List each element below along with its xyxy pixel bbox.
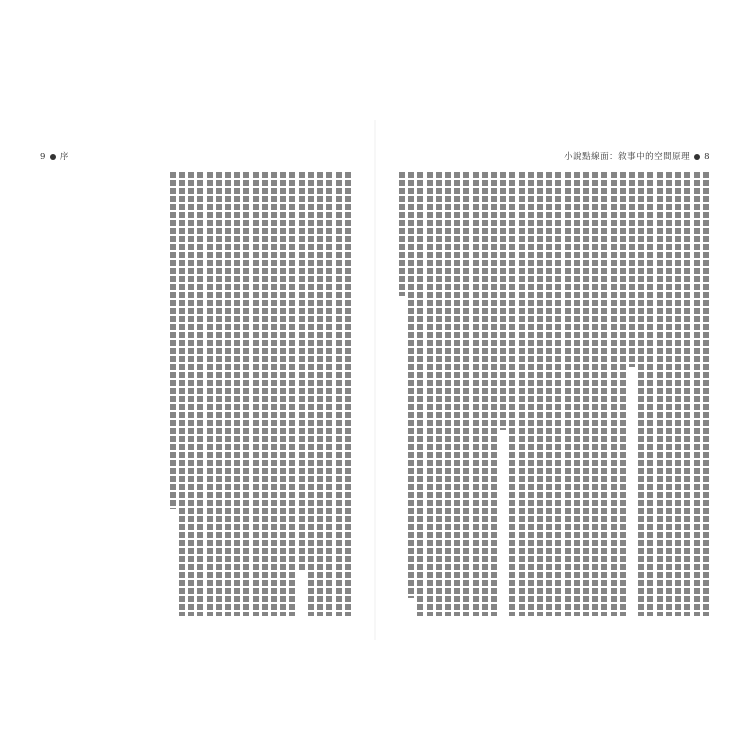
- text-column: [206, 172, 214, 616]
- text-column: [444, 172, 452, 616]
- text-column: [693, 172, 701, 616]
- right-page-number: 8: [704, 152, 710, 162]
- text-column: [573, 172, 581, 616]
- text-column: [591, 172, 599, 616]
- text-column: [141, 172, 149, 616]
- text-column: [582, 172, 590, 616]
- text-column: [298, 172, 306, 616]
- text-column: [545, 172, 553, 616]
- text-column: [610, 172, 618, 616]
- text-column: [252, 172, 260, 616]
- right-running-title: 小說點線面：敘事中的空間原理: [564, 152, 691, 162]
- text-column: [196, 172, 204, 616]
- text-column: [178, 172, 186, 616]
- text-column: [518, 172, 526, 616]
- text-column: [508, 172, 516, 616]
- text-column: [114, 172, 122, 616]
- text-column: [536, 172, 544, 616]
- text-column: [215, 172, 223, 616]
- text-column: [224, 172, 232, 616]
- text-column: [344, 172, 352, 616]
- text-column: [160, 172, 168, 616]
- text-column: [187, 172, 195, 616]
- bullet-icon: [694, 154, 700, 160]
- text-column: [600, 172, 608, 616]
- text-column: [233, 172, 241, 616]
- text-column: [702, 172, 710, 616]
- text-column: [481, 172, 489, 616]
- text-column: [325, 172, 333, 616]
- text-column: [123, 172, 131, 616]
- text-column: [472, 172, 480, 616]
- text-column: [288, 172, 296, 616]
- text-column: [270, 172, 278, 616]
- text-column: [674, 172, 682, 616]
- text-column: [86, 172, 94, 616]
- left-body-text: [40, 172, 352, 616]
- text-column: [646, 172, 654, 616]
- text-column: [453, 172, 461, 616]
- text-column: [104, 172, 112, 616]
- text-column: [95, 172, 103, 616]
- left-section-label: 序: [59, 152, 69, 162]
- text-column: [527, 172, 535, 616]
- text-column: [68, 172, 76, 616]
- text-column: [40, 172, 48, 616]
- text-column: [619, 172, 627, 616]
- text-column: [564, 172, 572, 616]
- text-column: [316, 172, 324, 616]
- text-column: [398, 172, 406, 616]
- text-column: [169, 172, 177, 616]
- text-column: [335, 172, 343, 616]
- text-column: [132, 172, 140, 616]
- text-column: [499, 172, 507, 616]
- text-column: [307, 172, 315, 616]
- text-column: [58, 172, 66, 616]
- text-column: [656, 172, 664, 616]
- text-column: [637, 172, 645, 616]
- text-column: [435, 172, 443, 616]
- text-column: [416, 172, 424, 616]
- text-column: [490, 172, 498, 616]
- text-column: [683, 172, 691, 616]
- text-column: [426, 172, 434, 616]
- text-column: [77, 172, 85, 616]
- text-column: [49, 172, 57, 616]
- text-column: [242, 172, 250, 616]
- text-column: [407, 172, 415, 616]
- bullet-icon: [50, 154, 56, 160]
- text-column: [665, 172, 673, 616]
- text-column: [462, 172, 470, 616]
- left-page-number: 9: [40, 152, 46, 162]
- text-column: [628, 172, 636, 616]
- page-gutter: [374, 120, 376, 640]
- text-column: [150, 172, 158, 616]
- text-column: [554, 172, 562, 616]
- right-body-text: [398, 172, 710, 616]
- text-column: [261, 172, 269, 616]
- left-running-head: [40, 150, 69, 164]
- text-column: [279, 172, 287, 616]
- right-running-head: [564, 150, 710, 164]
